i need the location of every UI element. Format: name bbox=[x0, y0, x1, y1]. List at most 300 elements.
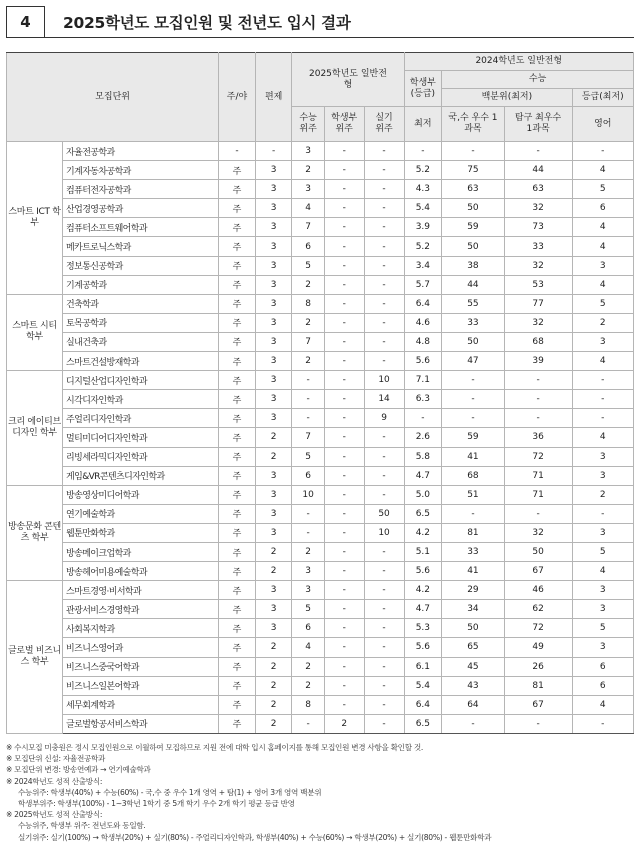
header-day-night: 주/야 bbox=[219, 53, 256, 142]
table-cell: 5 bbox=[572, 294, 633, 313]
table-cell: 주 bbox=[219, 504, 256, 523]
table-cell: 5.1 bbox=[404, 542, 442, 561]
table-cell: - bbox=[504, 390, 572, 409]
table-row bbox=[7, 695, 634, 714]
table-cell: 50 bbox=[442, 199, 504, 218]
table-cell: 38 bbox=[442, 256, 504, 275]
table-cell: - bbox=[572, 409, 633, 428]
table-cell: 2 bbox=[572, 485, 633, 504]
table-cell: 주 bbox=[219, 352, 256, 371]
table-cell: 3 bbox=[255, 332, 292, 351]
table-row bbox=[7, 562, 634, 581]
table-cell: - bbox=[324, 142, 364, 161]
table-cell: 3 bbox=[255, 581, 292, 600]
table-cell: 6.4 bbox=[404, 294, 442, 313]
department-name: 스마트건설방재학과 bbox=[63, 352, 219, 371]
department-name: 방송메이크업학과 bbox=[63, 542, 219, 561]
table-cell: 4 bbox=[572, 352, 633, 371]
table-cell: 5 bbox=[292, 600, 324, 619]
table-cell: 5 bbox=[572, 619, 633, 638]
table-cell: - bbox=[364, 142, 404, 161]
table-cell: 62 bbox=[504, 600, 572, 619]
table-cell: 3 bbox=[255, 504, 292, 523]
table-cell: 49 bbox=[504, 638, 572, 657]
table-cell: 3 bbox=[255, 237, 292, 256]
table-row bbox=[7, 142, 634, 161]
table-cell: 2 bbox=[255, 695, 292, 714]
table-cell: 5.6 bbox=[404, 638, 442, 657]
table-cell: 71 bbox=[504, 485, 572, 504]
table-cell: 주 bbox=[219, 161, 256, 180]
table-cell: - bbox=[364, 294, 404, 313]
table-cell: 주 bbox=[219, 542, 256, 561]
page-title: 2025학년도 모집인원 및 전년도 입시 결과 bbox=[44, 6, 634, 38]
table-cell: 2 bbox=[255, 542, 292, 561]
department-name: 건축학과 bbox=[63, 294, 219, 313]
table-cell: 6.4 bbox=[404, 695, 442, 714]
table-cell: 4 bbox=[572, 428, 633, 447]
footnote-line: ※ 2025학년도 성적 산출방식: bbox=[6, 810, 103, 820]
table-cell: 8 bbox=[292, 695, 324, 714]
footnote-line: 학생부위주: 학생부(100%) - 1~3학년 1학기 중 5개 학기 우수 2개 학기 평균 등급 반영 bbox=[18, 799, 295, 809]
table-cell: 75 bbox=[442, 161, 504, 180]
department-name: 관광서비스경영학과 bbox=[63, 600, 219, 619]
department-name: 비즈니스중국어학과 bbox=[63, 657, 219, 676]
table-cell: 46 bbox=[504, 581, 572, 600]
table-cell: - bbox=[364, 600, 404, 619]
table-cell: 14 bbox=[364, 390, 404, 409]
table-cell: 3 bbox=[255, 294, 292, 313]
subheader-inquiry: 탐구 최우수 1과목 bbox=[504, 107, 572, 142]
table-cell: - bbox=[364, 180, 404, 199]
table-cell: 81 bbox=[442, 523, 504, 542]
table-cell: 50 bbox=[504, 542, 572, 561]
department-name: 연기예술학과 bbox=[63, 504, 219, 523]
header-school-record: 학생부 (등급) bbox=[404, 71, 442, 107]
table-cell: 3 bbox=[572, 332, 633, 351]
table-cell: - bbox=[364, 447, 404, 466]
table-cell: - bbox=[324, 504, 364, 523]
table-cell: 2 bbox=[292, 313, 324, 332]
table-cell: 5 bbox=[572, 542, 633, 561]
division-name: 글로벌 비즈니스 학부 bbox=[7, 581, 63, 734]
table-cell: 10 bbox=[364, 371, 404, 390]
table-cell: - bbox=[364, 714, 404, 733]
table-row bbox=[7, 523, 634, 542]
header-csat: 수능 bbox=[442, 71, 634, 89]
table-cell: 2 bbox=[292, 542, 324, 561]
table-cell: - bbox=[219, 142, 256, 161]
table-cell: 55 bbox=[442, 294, 504, 313]
table-cell: - bbox=[292, 409, 324, 428]
table-row bbox=[7, 275, 634, 294]
department-name: 컴퓨터전자공학과 bbox=[63, 180, 219, 199]
table-row bbox=[7, 332, 634, 351]
table-row bbox=[7, 390, 634, 409]
table-cell: 주 bbox=[219, 218, 256, 237]
table-cell: - bbox=[324, 600, 364, 619]
table-cell: 50 bbox=[364, 504, 404, 523]
department-name: 산업경영공학과 bbox=[63, 199, 219, 218]
table-cell: - bbox=[442, 371, 504, 390]
table-cell: - bbox=[364, 638, 404, 657]
table-cell: 44 bbox=[442, 275, 504, 294]
table-cell: 45 bbox=[442, 657, 504, 676]
table-cell: 6 bbox=[572, 676, 633, 695]
table-cell: 3 bbox=[572, 638, 633, 657]
table-row bbox=[7, 638, 634, 657]
department-name: 컴퓨터소프트웨어학과 bbox=[63, 218, 219, 237]
table-cell: - bbox=[364, 485, 404, 504]
table-cell: 3 bbox=[572, 600, 633, 619]
table-cell: - bbox=[292, 504, 324, 523]
table-cell: 4 bbox=[572, 161, 633, 180]
table-cell: - bbox=[404, 409, 442, 428]
table-cell: - bbox=[324, 466, 364, 485]
table-cell: - bbox=[324, 562, 364, 581]
table-cell: 주 bbox=[219, 714, 256, 733]
table-cell: 3.9 bbox=[404, 218, 442, 237]
table-cell: 7 bbox=[292, 332, 324, 351]
table-cell: 3 bbox=[255, 390, 292, 409]
table-cell: - bbox=[292, 523, 324, 542]
table-cell: 4.7 bbox=[404, 466, 442, 485]
department-name: 방송영상미디어학과 bbox=[63, 485, 219, 504]
table-cell: 50 bbox=[442, 237, 504, 256]
table-cell: 6 bbox=[572, 199, 633, 218]
table-cell: 주 bbox=[219, 409, 256, 428]
table-cell: - bbox=[324, 409, 364, 428]
table-cell: - bbox=[364, 562, 404, 581]
table-cell: - bbox=[324, 390, 364, 409]
table-cell: 32 bbox=[504, 523, 572, 542]
table-cell: - bbox=[324, 275, 364, 294]
table-cell: - bbox=[324, 313, 364, 332]
table-cell: 3 bbox=[255, 352, 292, 371]
table-cell: 68 bbox=[504, 332, 572, 351]
table-cell: 3 bbox=[572, 581, 633, 600]
department-name: 스마트경영·비서학과 bbox=[63, 581, 219, 600]
table-cell: 5 bbox=[572, 180, 633, 199]
table-cell: - bbox=[324, 581, 364, 600]
table-cell: 29 bbox=[442, 581, 504, 600]
table-cell: 8 bbox=[292, 294, 324, 313]
table-cell: 33 bbox=[442, 542, 504, 561]
table-cell: 3 bbox=[255, 180, 292, 199]
table-cell: 주 bbox=[219, 657, 256, 676]
table-cell: 4 bbox=[572, 275, 633, 294]
table-cell: - bbox=[442, 504, 504, 523]
table-cell: - bbox=[292, 390, 324, 409]
table-cell: 67 bbox=[504, 695, 572, 714]
table-row bbox=[7, 581, 634, 600]
table-cell: - bbox=[404, 142, 442, 161]
table-cell: 32 bbox=[504, 313, 572, 332]
table-cell: - bbox=[442, 390, 504, 409]
table-cell: - bbox=[324, 428, 364, 447]
division-name: 스마트 시티 학부 bbox=[7, 294, 63, 370]
table-cell: 3 bbox=[292, 142, 324, 161]
table-cell: - bbox=[324, 657, 364, 676]
table-cell: - bbox=[364, 218, 404, 237]
table-row bbox=[7, 676, 634, 695]
page-number: 4 bbox=[6, 6, 44, 38]
department-name: 시각디자인학과 bbox=[63, 390, 219, 409]
table-cell: 주 bbox=[219, 676, 256, 695]
table-cell: 주 bbox=[219, 600, 256, 619]
table-cell: 59 bbox=[442, 428, 504, 447]
table-cell: - bbox=[324, 638, 364, 657]
table-row bbox=[7, 161, 634, 180]
table-cell: - bbox=[324, 256, 364, 275]
department-name: 실내건축과 bbox=[63, 332, 219, 351]
table-cell: 2 bbox=[255, 562, 292, 581]
subheader-record: 학생부 위주 bbox=[324, 107, 364, 142]
table-cell: 5.3 bbox=[404, 619, 442, 638]
table-cell: 10 bbox=[364, 523, 404, 542]
table-cell: 5.2 bbox=[404, 237, 442, 256]
table-cell: 63 bbox=[442, 180, 504, 199]
table-cell: 34 bbox=[442, 600, 504, 619]
table-cell: 5.6 bbox=[404, 352, 442, 371]
table-cell: 6 bbox=[292, 466, 324, 485]
department-name: 비즈니스영어과 bbox=[63, 638, 219, 657]
table-cell: 2 bbox=[292, 275, 324, 294]
table-cell: 4 bbox=[572, 237, 633, 256]
table-cell: 33 bbox=[504, 237, 572, 256]
table-cell: - bbox=[324, 542, 364, 561]
table-cell: 2 bbox=[255, 714, 292, 733]
table-cell: - bbox=[324, 199, 364, 218]
table-cell: 주 bbox=[219, 199, 256, 218]
table-cell: 72 bbox=[504, 619, 572, 638]
table-cell: 주 bbox=[219, 294, 256, 313]
table-row bbox=[7, 352, 634, 371]
table-cell: - bbox=[572, 390, 633, 409]
table-cell: 7 bbox=[292, 218, 324, 237]
table-cell: 4.6 bbox=[404, 313, 442, 332]
table-cell: 3 bbox=[572, 256, 633, 275]
table-cell: - bbox=[364, 199, 404, 218]
department-name: 글로벌항공서비스학과 bbox=[63, 714, 219, 733]
table-cell: - bbox=[442, 142, 504, 161]
table-cell: - bbox=[572, 142, 633, 161]
table-cell: 주 bbox=[219, 466, 256, 485]
table-cell: - bbox=[504, 142, 572, 161]
header-admission-2025: 2025학년도 일반전형 bbox=[292, 53, 404, 107]
department-name: 기계자동차공학과 bbox=[63, 161, 219, 180]
header-transfer: 편제 bbox=[255, 53, 292, 142]
subheader-korean-math: 국,수 우수 1과목 bbox=[442, 107, 504, 142]
table-cell: 77 bbox=[504, 294, 572, 313]
table-cell: - bbox=[292, 714, 324, 733]
department-name: 게임&VR콘텐츠디자인학과 bbox=[63, 466, 219, 485]
table-cell: 50 bbox=[442, 619, 504, 638]
table-cell: 6.5 bbox=[404, 504, 442, 523]
table-cell: 주 bbox=[219, 180, 256, 199]
table-cell: 4 bbox=[292, 638, 324, 657]
table-cell: 2 bbox=[255, 428, 292, 447]
table-cell: 주 bbox=[219, 562, 256, 581]
table-cell: - bbox=[324, 485, 364, 504]
table-cell: 10 bbox=[292, 485, 324, 504]
footnote-line: 실기위주: 실기(100%) → 학생부(20%) + 실기(80%) - 주얼리디자인학과, 학생부(40%) + 수능(60%) → 학생부(20%) + 실기(80%) - 웹툰만화학과 bbox=[18, 832, 492, 842]
table-row bbox=[7, 237, 634, 256]
table-cell: 3 bbox=[255, 256, 292, 275]
admission-results-table bbox=[6, 52, 634, 734]
table-row bbox=[7, 313, 634, 332]
table-cell: 주 bbox=[219, 237, 256, 256]
table-row bbox=[7, 218, 634, 237]
division-name: 방송문화 콘텐츠 학부 bbox=[7, 485, 63, 580]
table-cell: 2 bbox=[324, 714, 364, 733]
table-cell: 59 bbox=[442, 218, 504, 237]
table-cell: 주 bbox=[219, 428, 256, 447]
table-cell: 주 bbox=[219, 581, 256, 600]
table-cell: 3 bbox=[292, 581, 324, 600]
table-cell: - bbox=[324, 161, 364, 180]
table-cell: - bbox=[364, 657, 404, 676]
table-cell: - bbox=[324, 695, 364, 714]
table-cell: 4 bbox=[572, 562, 633, 581]
subheader-csat: 수능 위주 bbox=[292, 107, 324, 142]
table-cell: - bbox=[324, 294, 364, 313]
table-cell: 주 bbox=[219, 695, 256, 714]
table-cell: 33 bbox=[442, 313, 504, 332]
department-name: 디지털산업디자인학과 bbox=[63, 371, 219, 390]
table-row bbox=[7, 294, 634, 313]
table-row bbox=[7, 485, 634, 504]
table-cell: 6.3 bbox=[404, 390, 442, 409]
table-cell: 5 bbox=[292, 256, 324, 275]
table-cell: - bbox=[324, 180, 364, 199]
table-cell: - bbox=[324, 676, 364, 695]
table-cell: 3 bbox=[292, 562, 324, 581]
footnote-line: 수능위주, 학생부 위주: 전년도와 동일함. bbox=[18, 821, 146, 831]
table-cell: - bbox=[364, 275, 404, 294]
table-cell: 주 bbox=[219, 256, 256, 275]
table-row bbox=[7, 714, 634, 733]
table-cell: - bbox=[364, 619, 404, 638]
table-cell: - bbox=[364, 676, 404, 695]
table-cell: 3 bbox=[255, 600, 292, 619]
header-unit: 모집단위 bbox=[7, 53, 219, 142]
table-cell: 72 bbox=[504, 447, 572, 466]
table-cell: 5 bbox=[292, 447, 324, 466]
table-cell: 32 bbox=[504, 256, 572, 275]
table-cell: 47 bbox=[442, 352, 504, 371]
table-cell: 3 bbox=[255, 485, 292, 504]
table-cell: 63 bbox=[504, 180, 572, 199]
table-cell: 3 bbox=[572, 523, 633, 542]
department-name: 방송헤어미용예술학과 bbox=[63, 562, 219, 581]
table-row bbox=[7, 180, 634, 199]
table-cell: 주 bbox=[219, 447, 256, 466]
table-cell: 5.8 bbox=[404, 447, 442, 466]
table-row bbox=[7, 542, 634, 561]
subheader-english: 영어 bbox=[572, 107, 633, 142]
table-cell: 39 bbox=[504, 352, 572, 371]
table-cell: - bbox=[324, 619, 364, 638]
footnotes bbox=[6, 742, 634, 843]
table-cell: 65 bbox=[442, 638, 504, 657]
table-cell: 2 bbox=[255, 638, 292, 657]
table-cell: - bbox=[324, 218, 364, 237]
table-cell: - bbox=[364, 256, 404, 275]
table-cell: 3 bbox=[292, 180, 324, 199]
department-name: 자율전공학과 bbox=[63, 142, 219, 161]
table-cell: 3 bbox=[255, 523, 292, 542]
table-row bbox=[7, 600, 634, 619]
table-cell: - bbox=[442, 714, 504, 733]
subheader-practical: 실기 위주 bbox=[364, 107, 404, 142]
table-row bbox=[7, 466, 634, 485]
table-cell: 3 bbox=[255, 466, 292, 485]
table-cell: - bbox=[255, 142, 292, 161]
department-name: 사회복지학과 bbox=[63, 619, 219, 638]
table-cell: 3 bbox=[255, 371, 292, 390]
table-row bbox=[7, 619, 634, 638]
department-name: 비즈니스일본어학과 bbox=[63, 676, 219, 695]
table-cell: 4 bbox=[572, 695, 633, 714]
table-cell: 9 bbox=[364, 409, 404, 428]
table-cell: 5.4 bbox=[404, 676, 442, 695]
table-cell: 6 bbox=[292, 237, 324, 256]
table-cell: 5.6 bbox=[404, 562, 442, 581]
table-cell: 36 bbox=[504, 428, 572, 447]
table-cell: 주 bbox=[219, 371, 256, 390]
table-cell: 5.0 bbox=[404, 485, 442, 504]
table-cell: 73 bbox=[504, 218, 572, 237]
table-cell: - bbox=[504, 409, 572, 428]
table-cell: 2.6 bbox=[404, 428, 442, 447]
division-name: 스마트 ICT 학부 bbox=[7, 142, 63, 295]
table-cell: 2 bbox=[255, 676, 292, 695]
table-row bbox=[7, 256, 634, 275]
table-cell: 주 bbox=[219, 390, 256, 409]
table-cell: 3 bbox=[572, 466, 633, 485]
table-cell: 6 bbox=[292, 619, 324, 638]
table-cell: 51 bbox=[442, 485, 504, 504]
table-cell: 2 bbox=[292, 161, 324, 180]
header-grade: 등급(최저) bbox=[572, 89, 633, 107]
table-cell: - bbox=[364, 581, 404, 600]
table-cell: 4.3 bbox=[404, 180, 442, 199]
table-cell: 3.4 bbox=[404, 256, 442, 275]
table-cell: - bbox=[364, 332, 404, 351]
page-header bbox=[6, 5, 634, 39]
table-cell: 2 bbox=[572, 313, 633, 332]
table-cell: - bbox=[292, 371, 324, 390]
table-cell: 4.8 bbox=[404, 332, 442, 351]
header-results-2024: 2024학년도 일반전형 bbox=[404, 53, 634, 71]
table-cell: 주 bbox=[219, 619, 256, 638]
table-cell: - bbox=[572, 504, 633, 523]
table-cell: 50 bbox=[442, 332, 504, 351]
table-cell: - bbox=[324, 352, 364, 371]
table-cell: - bbox=[364, 695, 404, 714]
table-cell: 71 bbox=[504, 466, 572, 485]
header-percentile: 백분위(최저) bbox=[442, 89, 572, 107]
table-cell: 68 bbox=[442, 466, 504, 485]
table-cell: 3 bbox=[255, 161, 292, 180]
table-cell: 3 bbox=[255, 619, 292, 638]
table-cell: 41 bbox=[442, 562, 504, 581]
table-cell: 주 bbox=[219, 638, 256, 657]
table-cell: 6 bbox=[572, 657, 633, 676]
table-cell: 3 bbox=[255, 313, 292, 332]
table-cell: - bbox=[504, 714, 572, 733]
